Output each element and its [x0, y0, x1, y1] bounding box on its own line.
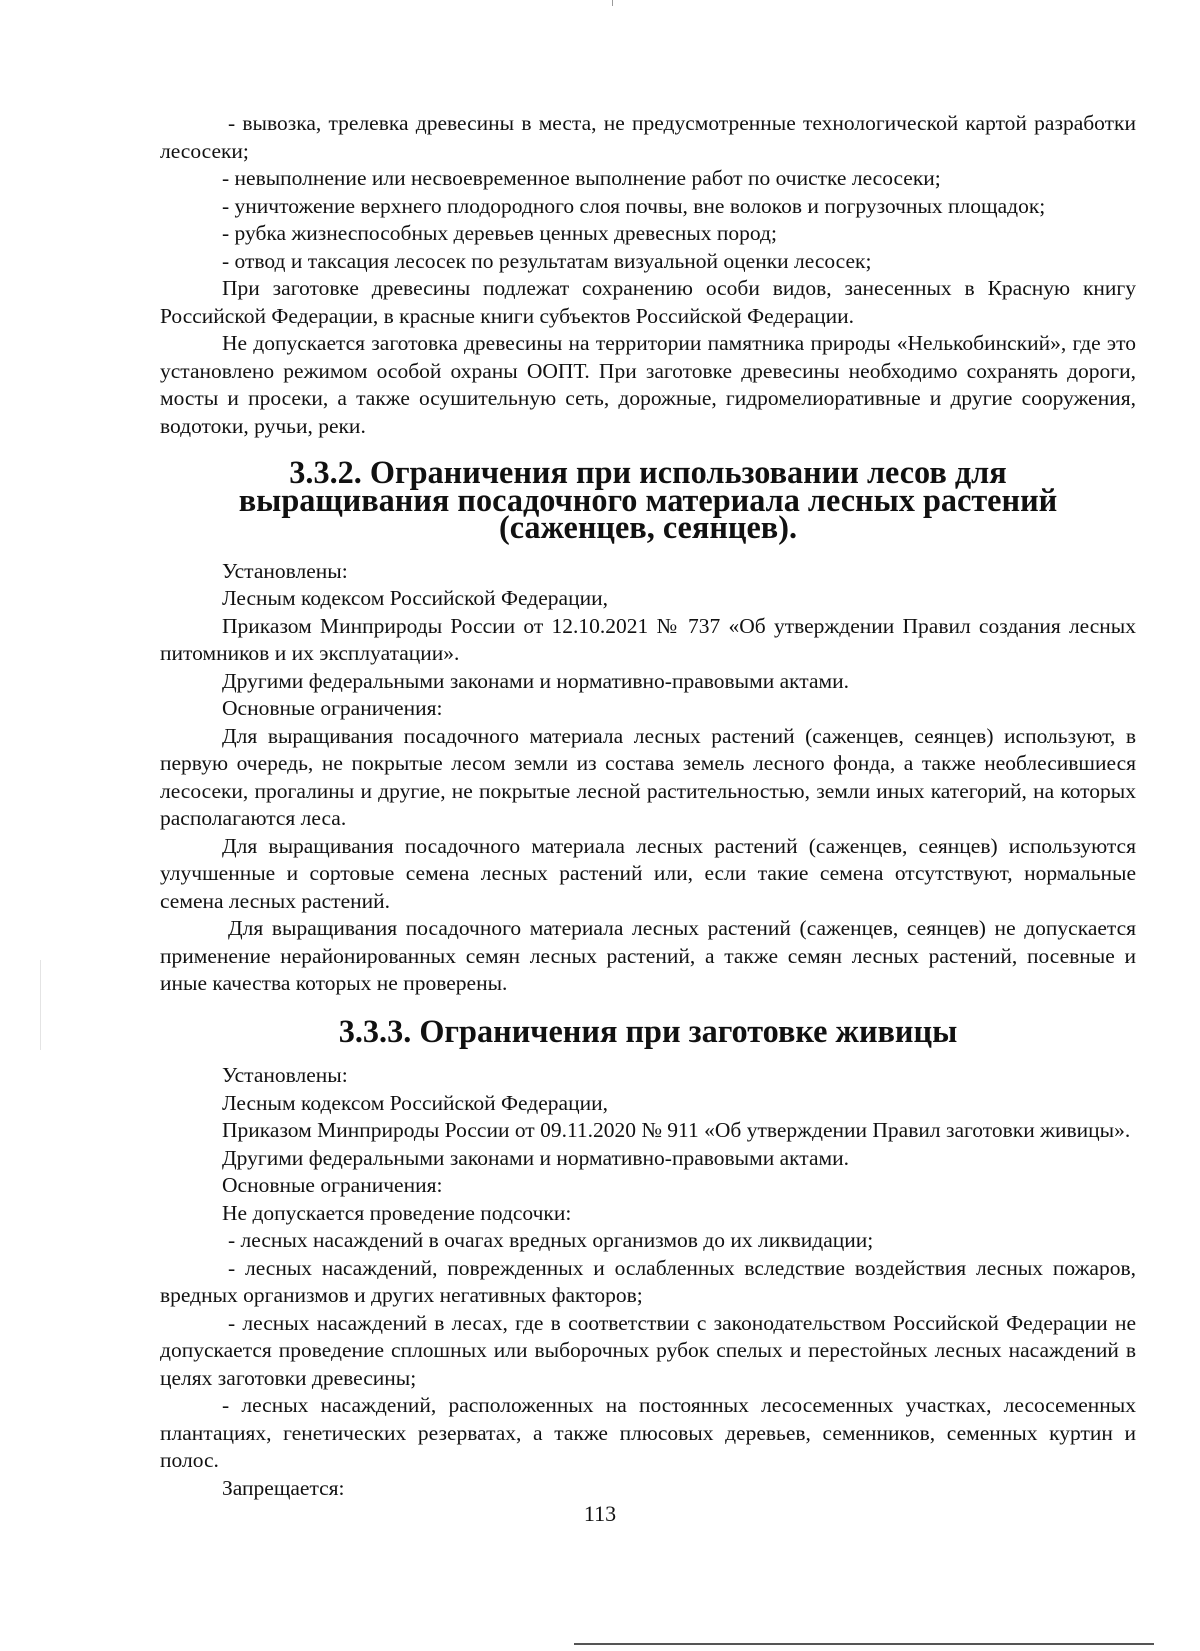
paragraph: Для выращивания посадочного материала лесных растений (саженцев, сеянцев) используются улучшенные и сортовые семена лесных растений или, если такие семена отсутствуют, нормальные семена лесных растений. [160, 833, 1136, 913]
paragraph: Основные ограничения: [222, 696, 443, 720]
paragraph: Не допускается проведение подсочки: [222, 1200, 572, 1225]
paragraph: Запрещается: [222, 1475, 345, 1500]
paragraph: Для выращивания посадочного материала лесных растений (саженцев, сеянцев) используют, в первую очередь, не покрытые лесом земли из состава земель лесного фонда, а также необлесившиеся лесосеки, прогалины и другие, не покрытые лесной растительностью, земли иных категорий, на которых располагаются леса. [160, 723, 1136, 830]
scan-edge-line [574, 1643, 1154, 1645]
scan-mark [40, 960, 41, 1050]
section-3-3-3-body [160, 1062, 1136, 1502]
paragraph: Основные ограничения: [222, 1173, 443, 1197]
list-item: - лесных насаждений в лесах, где в соответствии с законодательством Российской Федерации не допускается проведение сплошных или выборочных рубок спелых и перестойных лесных насаждений в целях заготовки древесины; [160, 1310, 1136, 1390]
paragraph: Другими федеральными законами и нормативно-правовыми актами. [222, 1145, 849, 1170]
section-3-3-1-continuation [160, 110, 1136, 440]
paragraph: Другими федеральными законами и нормативно-правовыми актами. [222, 668, 849, 693]
section-heading: 3.3.3. Ограничения при заготовке живицы [338, 1012, 958, 1049]
paragraph: При заготовке древесины подлежат сохранению особи видов, занесенных в Красную книгу Российской Федерации, в красные книги субъектов Российской Федерации. [160, 276, 1136, 328]
list-item: - вывозка, трелевка древесины в места, не предусмотренные технологической картой разработки лесосеки; [160, 111, 1136, 163]
list-item: - невыполнение или несвоевременное выполнение работ по очистке лесосеки; [222, 166, 941, 190]
page-body [160, 110, 1136, 1502]
scan-mark [612, 0, 613, 6]
paragraph: Установлены: [222, 558, 348, 583]
paragraph: Лесным кодексом Российской Федерации, [222, 586, 608, 610]
section-3-3-2-body [160, 558, 1136, 998]
list-item: - уничтожение верхнего плодородного слоя почвы, вне волоков и погрузочных площадок; [222, 193, 1046, 218]
paragraph: Приказом Минприроды России от 09.11.2020 № 911 «Об утверждении Правил заготовки живицы». [222, 1118, 1131, 1142]
list-item: - лесных насаждений, поврежденных и ослабленных вследствие воздействия лесных пожаров, вредных организмов и других негативных факторов; [160, 1255, 1136, 1307]
section-heading: 3.3.2. Ограничения при использовании лесов для выращивания посадочного материала лесных растений (саженцев, сеянцев). [238, 454, 1058, 545]
list-item: - рубка жизнеспособных деревьев ценных древесных пород; [222, 221, 777, 245]
page-number: 113 [583, 1501, 617, 1526]
list-item: - лесных насаждений, расположенных на постоянных лесосеменных участках, лесосеменных плантациях, генетических резерватах, а также плюсовых деревьев, семенников, семенных куртин и полос. [160, 1393, 1136, 1472]
paragraph: Приказом Минприроды России от 12.10.2021 № 737 «Об утверждении Правил создания лесных питомников и их эксплуатации». [160, 613, 1136, 665]
paragraph: Не допускается заготовка древесины на территории памятника природы «Нелькобинский», где это установлено режимом особой охраны ООПТ. При заготовке древесины необходимо сохранять дороги, мосты и просеки, а также осушительную сеть, дорожные, гидромелиоративные и другие сооружения, водотоки, ручьи, реки. [160, 331, 1136, 438]
paragraph: Установлены: [222, 1063, 348, 1087]
paragraph: Для выращивания посадочного материала лесных растений (саженцев, сеянцев) не допускается применение нерайонированных семян лесных растений, а также семян лесных растений, посевные и иные качества которых не проверены. [160, 916, 1136, 995]
list-item: - отвод и таксация лесосек по результатам визуальной оценки лесосек; [222, 248, 872, 273]
list-item: - лесных насаждений в очагах вредных организмов до их ликвидации; [228, 1228, 874, 1252]
paragraph: Лесным кодексом Российской Федерации, [222, 1090, 608, 1115]
